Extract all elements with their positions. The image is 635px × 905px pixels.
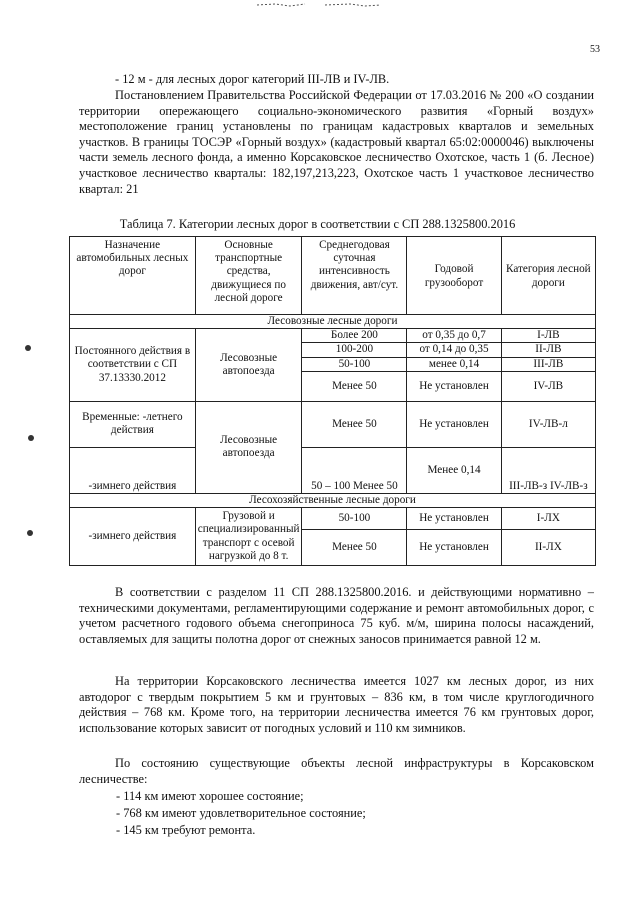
category-cell: I-ЛВ — [501, 329, 595, 343]
turnover-cell: Не установлен — [407, 401, 501, 447]
page-number: 53 — [590, 44, 600, 55]
section-row — [70, 493, 596, 507]
col-header: Среднегодовая суточная интенсивность движения, авт/сут. — [302, 237, 407, 315]
turnover-cell: Не установлен — [407, 530, 501, 566]
vehicles-cell: Грузовой и специализированный транспорт с осевой нагрузкой до 8 т. — [195, 508, 302, 566]
col-header: Категория лесной дороги — [501, 237, 595, 315]
table-row — [70, 329, 596, 343]
list-item: - 145 км требуют ремонта. — [116, 823, 256, 837]
intensity-cell: Менее 50 — [302, 371, 407, 401]
table-caption: Таблица 7. Категории лесных дорог в соответствии с СП 288.1325800.2016 — [119, 217, 516, 231]
intensity-cell: 50-100 — [302, 357, 407, 371]
purpose-cell: Постоянного действия в соответствии с СП 37.13330.2012 — [70, 329, 196, 402]
road-categories-table — [69, 236, 596, 566]
intensity-cell: Менее 50 — [302, 401, 407, 447]
section-title: Лесовозные лесные дороги — [70, 315, 596, 329]
punch-hole-mark — [25, 345, 31, 351]
paragraph-road-width: - 12 м - для лесных дорог категорий III-ЛВ и IV-ЛВ. — [115, 72, 390, 86]
category-cell: III-ЛВ — [501, 357, 595, 371]
paragraph-infrastructure-state: По состоянию существующие объекты лесной инфраструктуры в Корсаковском лесничестве: — [79, 756, 594, 786]
list-item: - 114 км имеют хорошее состояние; — [116, 789, 304, 803]
intensity-cell: Менее 50 — [302, 530, 407, 566]
category-cell: IV-ЛВ — [501, 371, 595, 401]
turnover-cell: Не установлен — [407, 371, 501, 401]
intensity-cell: 100-200 — [302, 343, 407, 357]
vehicles-cell: Лесовозные автопоезда — [195, 329, 302, 402]
purpose-cell: -зимнего действия — [70, 447, 196, 493]
section-title: Лесохозяйственные лесные дороги — [70, 493, 596, 507]
table-header-row — [70, 237, 596, 315]
paragraph-road-network: На территории Корсаковского лесничества имеется 1027 км лесных дорог, из них автодорог с твердым покрытием 5 км и грунтовых – 836 км, в том числе круглогодичного действия – 768 км. Кроме того, на территории лесничества имеется 76 км грунтовых дорог, использование которых зависит от погодных условий и 110 км зимников. — [79, 674, 594, 735]
table-row — [70, 401, 596, 447]
purpose-cell: -зимнего действия — [70, 508, 196, 566]
list-item: - 768 км имеют удовлетворительное состояние; — [116, 806, 366, 820]
category-cell: III-ЛВ-з IV-ЛВ-з — [501, 447, 595, 493]
punch-hole-mark — [27, 530, 33, 536]
intensity-cell: 50-100 — [302, 508, 407, 530]
section-row — [70, 315, 596, 329]
category-cell: II-ЛХ — [501, 530, 595, 566]
intensity-cell: Более 200 — [302, 329, 407, 343]
paragraph-tosar: Постановлением Правительства Российской Федерации от 17.03.2016 № 200 «О создании территории опережающего социально-экономического развития «Горный воздух» местоположение границ установлены по границам кадастровых кварталов и земельных участков. В границы ТОСЭР «Горный воздух» (кадастровый квартал 65:02:0000046) выключены части земель лесного фонда, а именно Корсаковское лесничество Охотское, часть 1 (б. Лесное) участковое лесничество кварталы: 182,197,213,223, Охотское часть 1 участковое лесничество квартал: 21 — [79, 88, 594, 196]
col-header: Назначение автомобильных лесных дорог — [70, 237, 196, 315]
punch-hole-mark — [28, 435, 34, 441]
category-cell: II-ЛВ — [501, 343, 595, 357]
turnover-cell: от 0,35 до 0,7 — [407, 329, 501, 343]
category-cell: I-ЛХ — [501, 508, 595, 530]
table-row — [70, 447, 596, 493]
col-header: Основные транспортные средства, движущиеся по лесной дороге — [195, 237, 302, 315]
col-header: Годовой грузооборот — [407, 237, 501, 315]
turnover-cell: от 0,14 до 0,35 — [407, 343, 501, 357]
purpose-cell: Временные: -летнего действия — [70, 401, 196, 447]
table-row — [70, 508, 596, 530]
vehicles-cell: Лесовозные автопоезда — [195, 401, 302, 493]
paragraph-snow-protection: В соответствии с разделом 11 СП 288.1325800.2016. и действующими нормативно – техническими документами, регламентирующими содержание и ремонт автомобильных дорог, с учетом расчетного годового объема снегоприноса 75 куб. м/м, ширина полосы насаждений, оставляемых для защиты полотна дорог от снежных заносов принимается равной 12 м. — [79, 585, 594, 646]
intensity-cell: 50 – 100 Менее 50 — [302, 447, 407, 493]
turnover-cell: менее 0,14 — [407, 357, 501, 371]
scan-artifact — [255, 2, 385, 8]
turnover-cell: Менее 0,14 — [407, 447, 501, 493]
category-cell: IV-ЛВ-л — [501, 401, 595, 447]
turnover-cell: Не установлен — [407, 508, 501, 530]
condition-list — [116, 788, 366, 839]
